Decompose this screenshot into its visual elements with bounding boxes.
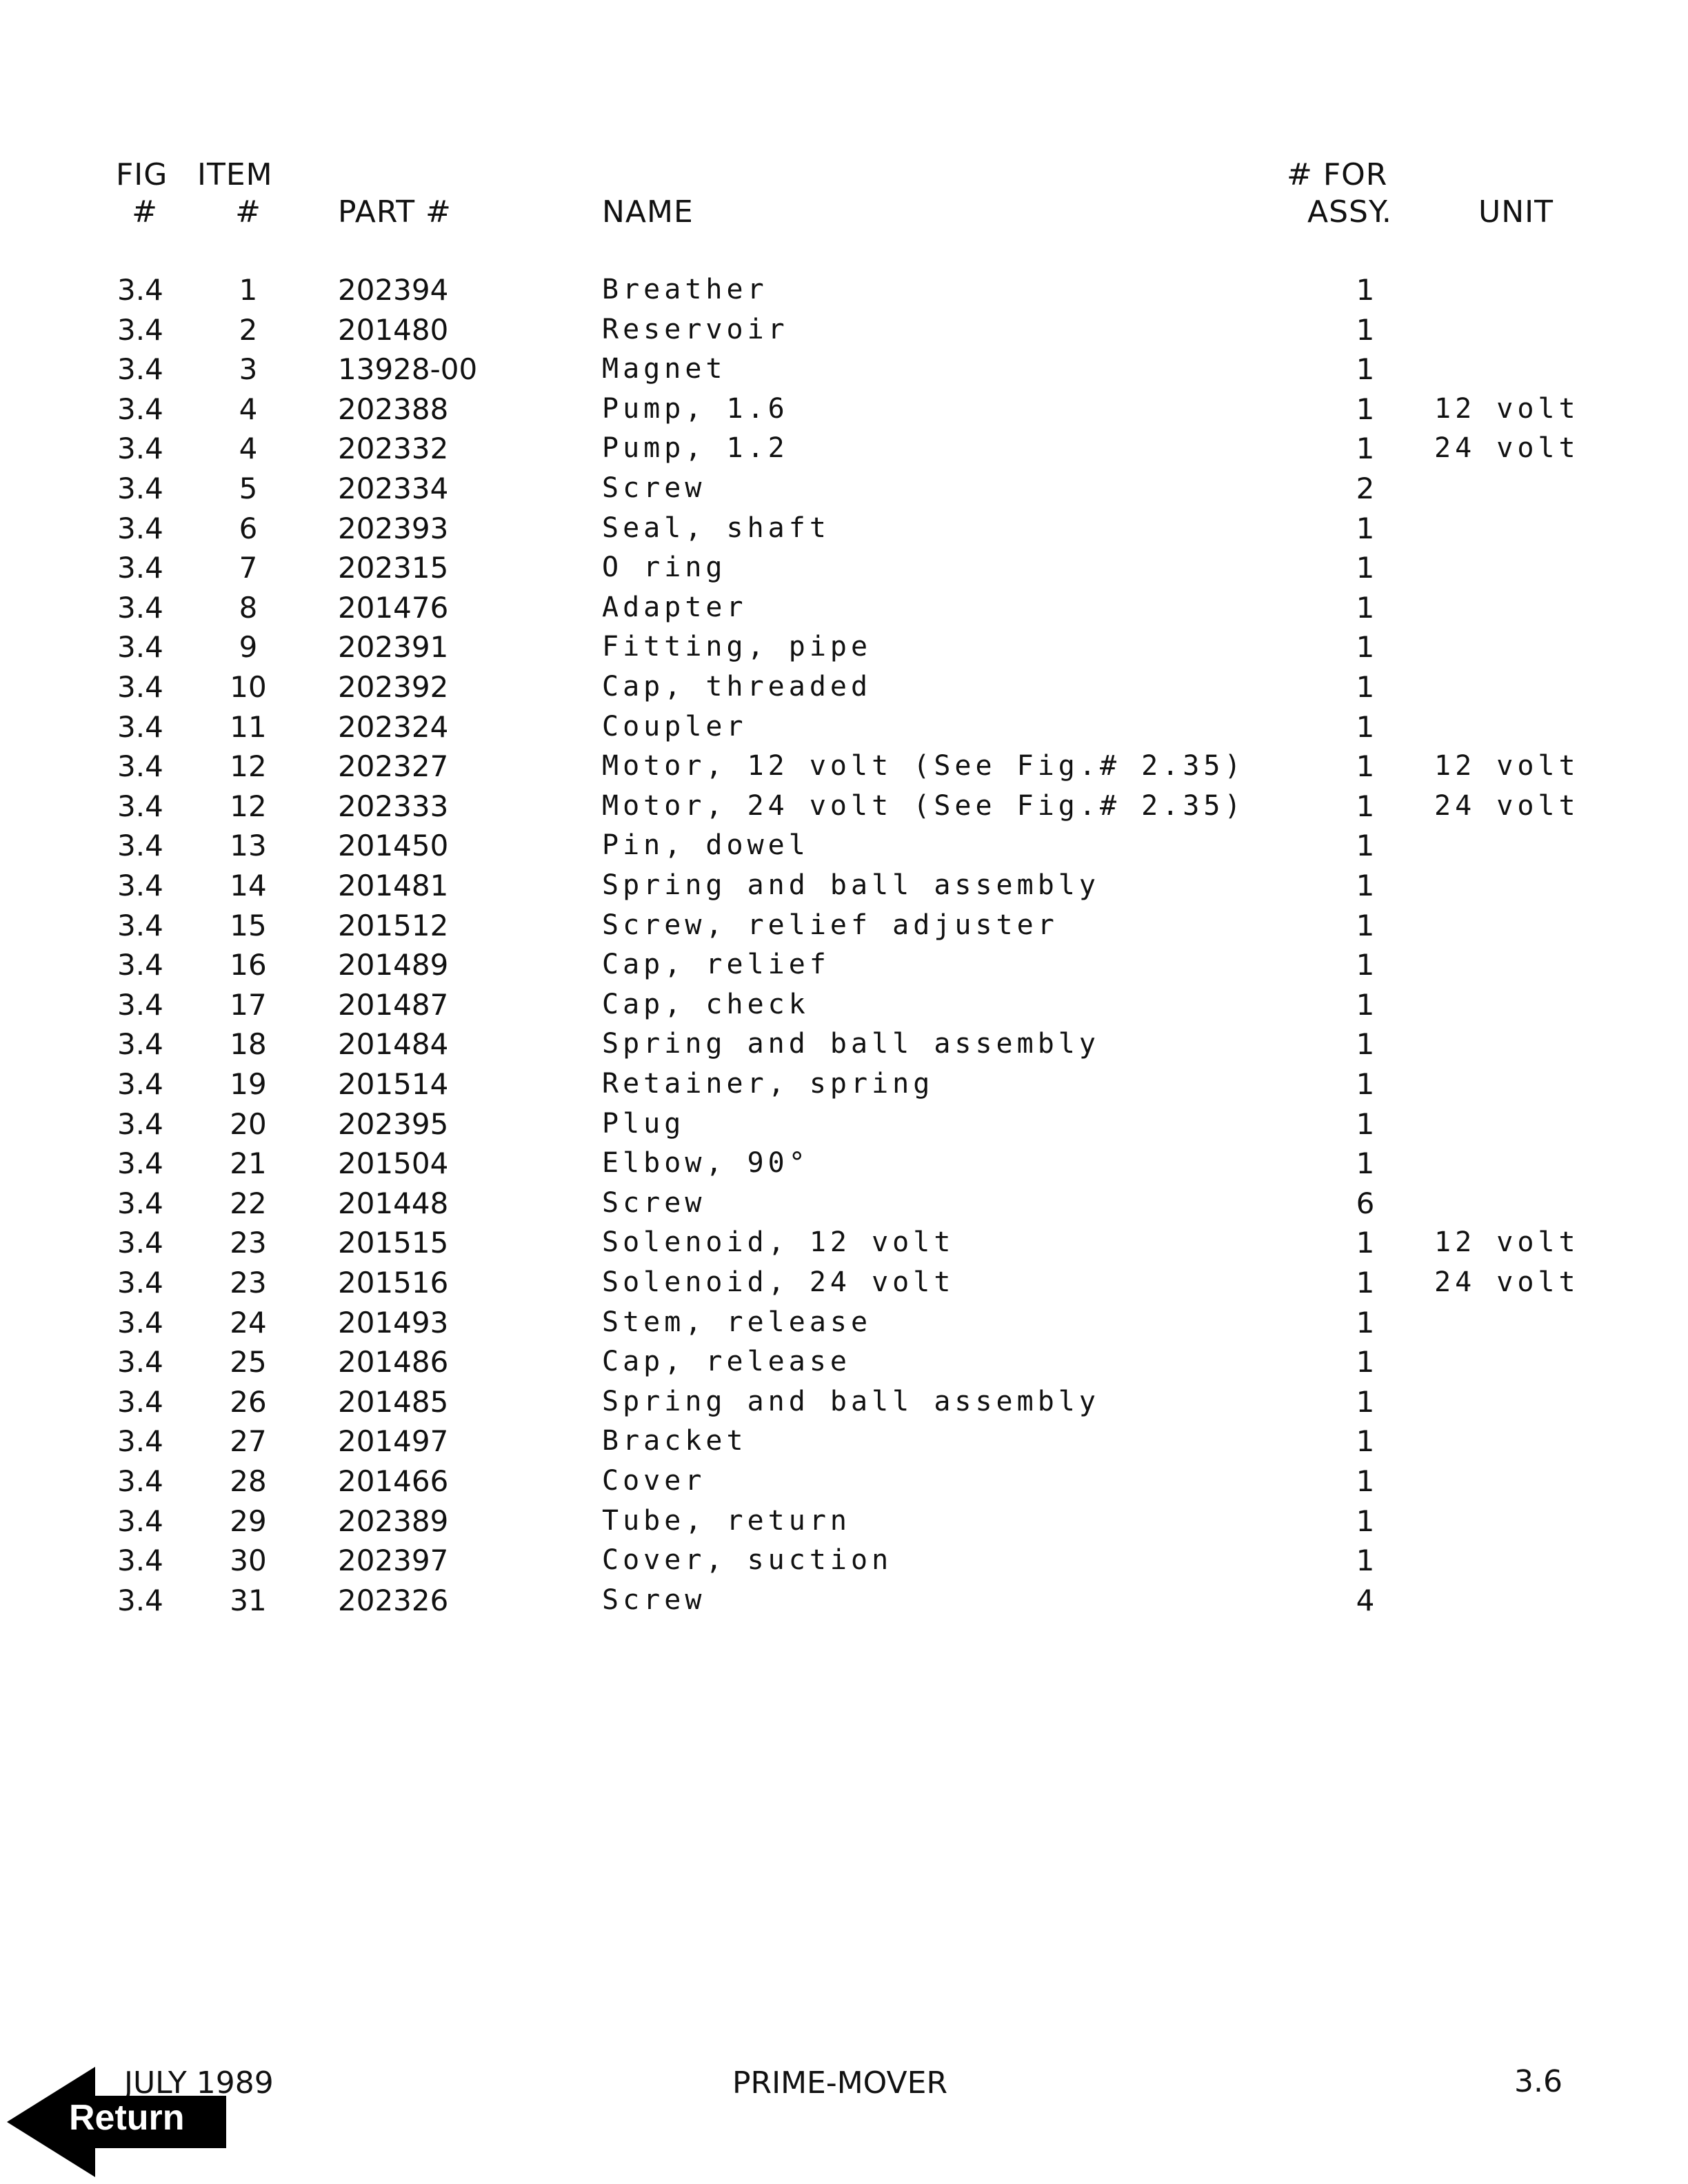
table-row	[0, 469, 1688, 508]
part-name: O ring	[602, 552, 727, 583]
quantity-for-assembly: 1	[1356, 392, 1375, 426]
header-assy-label: ASSY.	[1307, 194, 1392, 230]
table-row	[0, 548, 1688, 587]
table-row	[0, 1263, 1688, 1302]
fig-number: 3.4	[117, 1584, 163, 1617]
item-number: 2	[239, 313, 258, 347]
part-name: Cover, suction	[602, 1544, 893, 1576]
item-number: 4	[239, 432, 258, 465]
fig-number: 3.4	[117, 948, 163, 982]
item-number: 16	[230, 948, 267, 982]
part-number: 202334	[338, 472, 449, 505]
fig-number: 3.4	[117, 1186, 163, 1220]
fig-number: 3.4	[117, 1107, 163, 1141]
table-row	[0, 1581, 1688, 1620]
quantity-for-assembly: 1	[1356, 789, 1375, 823]
part-number: 201450	[338, 829, 449, 862]
unit: 24 volt	[1434, 432, 1580, 464]
table-row	[0, 945, 1688, 984]
part-name: Cap, check	[602, 989, 810, 1020]
part-number: 202393	[338, 512, 449, 545]
unit: 12 volt	[1434, 393, 1580, 425]
fig-number: 3.4	[117, 1504, 163, 1538]
part-name: Screw	[602, 472, 706, 504]
part-name: Solenoid, 24 volt	[602, 1266, 955, 1298]
table-row	[0, 1144, 1688, 1183]
header-item-number-sign: #	[235, 194, 261, 230]
footer-date: JULY 1989	[124, 2065, 274, 2101]
quantity-for-assembly: 1	[1356, 909, 1375, 942]
part-name: Spring and ball assembly	[602, 1386, 1100, 1417]
unit: 12 volt	[1434, 750, 1580, 782]
table-row	[0, 1104, 1688, 1144]
table-row	[0, 310, 1688, 350]
quantity-for-assembly: 1	[1356, 1067, 1375, 1101]
part-number: 201489	[338, 948, 449, 982]
part-number: 201466	[338, 1464, 449, 1498]
item-number: 19	[230, 1067, 267, 1101]
part-name: Tube, return	[602, 1505, 851, 1537]
part-number: 202397	[338, 1544, 449, 1577]
quantity-for-assembly: 1	[1356, 313, 1375, 347]
fig-number: 3.4	[117, 472, 163, 505]
header-fig-label: FIG	[116, 157, 168, 192]
part-name: Motor, 24 volt (See Fig.# 2.35)	[602, 790, 1245, 822]
item-number: 7	[239, 551, 258, 585]
item-number: 30	[230, 1544, 267, 1577]
part-name: Bracket	[602, 1425, 747, 1457]
part-number: 202332	[338, 432, 449, 465]
part-number: 202326	[338, 1584, 449, 1617]
table-row	[0, 826, 1688, 865]
table-row	[0, 1541, 1688, 1580]
part-number: 202388	[338, 392, 449, 426]
return-label: Return	[69, 2098, 185, 2138]
footer-page-number: 3.6	[1514, 2064, 1563, 2099]
part-name: Retainer, spring	[602, 1068, 934, 1100]
part-name: Coupler	[602, 711, 747, 742]
part-number: 13928-00	[338, 352, 478, 386]
part-name: Elbow, 90°	[602, 1147, 810, 1179]
item-number: 25	[230, 1345, 267, 1379]
part-name: Pump, 1.6	[602, 393, 789, 425]
part-name: Cover	[602, 1465, 706, 1497]
part-name: Cap, threaded	[602, 671, 872, 702]
quantity-for-assembly: 1	[1356, 829, 1375, 862]
header-for-label: # FOR	[1287, 157, 1388, 192]
quantity-for-assembly: 1	[1356, 512, 1375, 545]
header-fig-number-sign: #	[132, 194, 158, 230]
table-row	[0, 588, 1688, 627]
quantity-for-assembly: 1	[1356, 273, 1375, 307]
table-row	[0, 787, 1688, 826]
fig-number: 3.4	[117, 829, 163, 862]
item-number: 11	[230, 710, 267, 744]
quantity-for-assembly: 1	[1356, 1027, 1375, 1061]
quantity-for-assembly: 1	[1356, 948, 1375, 982]
quantity-for-assembly: 1	[1356, 1544, 1375, 1577]
quantity-for-assembly: 6	[1356, 1186, 1375, 1220]
part-name: Adapter	[602, 592, 747, 623]
part-number: 202395	[338, 1107, 449, 1141]
fig-number: 3.4	[117, 313, 163, 347]
quantity-for-assembly: 1	[1356, 869, 1375, 902]
item-number: 22	[230, 1186, 267, 1220]
fig-number: 3.4	[117, 1306, 163, 1339]
header-part-number: PART #	[338, 194, 452, 230]
table-row	[0, 866, 1688, 905]
part-number: 201512	[338, 909, 449, 942]
quantity-for-assembly: 2	[1356, 472, 1375, 505]
part-name: Spring and ball assembly	[602, 1028, 1100, 1060]
part-name: Screw	[602, 1187, 706, 1219]
item-number: 20	[230, 1107, 267, 1141]
item-number: 23	[230, 1266, 267, 1300]
item-number: 13	[230, 829, 267, 862]
part-number: 201516	[338, 1266, 449, 1300]
quantity-for-assembly: 1	[1356, 1107, 1375, 1141]
item-number: 29	[230, 1504, 267, 1538]
item-number: 14	[230, 869, 267, 902]
unit: 12 volt	[1434, 1226, 1580, 1258]
part-number: 201515	[338, 1226, 449, 1260]
quantity-for-assembly: 1	[1356, 1266, 1375, 1300]
quantity-for-assembly: 1	[1356, 749, 1375, 783]
item-number: 12	[230, 749, 267, 783]
fig-number: 3.4	[117, 670, 163, 704]
quantity-for-assembly: 1	[1356, 1464, 1375, 1498]
fig-number: 3.4	[117, 909, 163, 942]
fig-number: 3.4	[117, 1424, 163, 1458]
header-name: NAME	[602, 194, 694, 230]
quantity-for-assembly: 1	[1356, 630, 1375, 664]
item-number: 24	[230, 1306, 267, 1339]
fig-number: 3.4	[117, 1544, 163, 1577]
item-number: 28	[230, 1464, 267, 1498]
fig-number: 3.4	[117, 1385, 163, 1419]
table-row	[0, 1342, 1688, 1382]
part-number: 202324	[338, 710, 449, 744]
part-number: 202391	[338, 630, 449, 664]
fig-number: 3.4	[117, 988, 163, 1022]
part-number: 201476	[338, 591, 449, 625]
header-unit: UNIT	[1478, 194, 1554, 230]
table-row	[0, 350, 1688, 389]
quantity-for-assembly: 1	[1356, 988, 1375, 1022]
fig-number: 3.4	[117, 432, 163, 465]
item-number: 1	[239, 273, 258, 307]
part-number: 201486	[338, 1345, 449, 1379]
part-name: Fitting, pipe	[602, 631, 872, 663]
fig-number: 3.4	[117, 1146, 163, 1180]
part-number: 201504	[338, 1146, 449, 1180]
fig-number: 3.4	[117, 551, 163, 585]
item-number: 5	[239, 472, 258, 505]
fig-number: 3.4	[117, 1067, 163, 1101]
part-number: 201448	[338, 1186, 449, 1220]
quantity-for-assembly: 1	[1356, 710, 1375, 744]
item-number: 4	[239, 392, 258, 426]
item-number: 18	[230, 1027, 267, 1061]
item-number: 6	[239, 512, 258, 545]
part-number: 201487	[338, 988, 449, 1022]
fig-number: 3.4	[117, 273, 163, 307]
fig-number: 3.4	[117, 1345, 163, 1379]
part-name: Plug	[602, 1108, 685, 1140]
item-number: 27	[230, 1424, 267, 1458]
table-row	[0, 429, 1688, 468]
fig-number: 3.4	[117, 749, 163, 783]
item-number: 9	[239, 630, 258, 664]
part-number: 201497	[338, 1424, 449, 1458]
fig-number: 3.4	[117, 392, 163, 426]
table-row	[0, 1303, 1688, 1342]
table-row	[0, 1502, 1688, 1541]
fig-number: 3.4	[117, 1027, 163, 1061]
part-number: 201481	[338, 869, 449, 902]
quantity-for-assembly: 4	[1356, 1584, 1375, 1617]
part-name: Seal, shaft	[602, 512, 830, 544]
part-number: 201480	[338, 313, 449, 347]
quantity-for-assembly: 1	[1356, 1146, 1375, 1180]
fig-number: 3.4	[117, 512, 163, 545]
part-name: Spring and ball assembly	[602, 869, 1100, 901]
table-row	[0, 667, 1688, 707]
item-number: 15	[230, 909, 267, 942]
part-number: 201514	[338, 1067, 449, 1101]
table-row	[0, 390, 1688, 429]
item-number: 12	[230, 789, 267, 823]
part-name: Cap, release	[602, 1346, 851, 1377]
table-row	[0, 1382, 1688, 1422]
return-button[interactable]	[7, 2067, 228, 2177]
quantity-for-assembly: 1	[1356, 1385, 1375, 1419]
item-number: 31	[230, 1584, 267, 1617]
fig-number: 3.4	[117, 591, 163, 625]
quantity-for-assembly: 1	[1356, 1306, 1375, 1339]
part-name: Magnet	[602, 353, 727, 385]
part-number: 201484	[338, 1027, 449, 1061]
footer-title: PRIME-MOVER	[732, 2065, 948, 2101]
quantity-for-assembly: 1	[1356, 551, 1375, 585]
part-name: Screw, relief adjuster	[602, 909, 1058, 941]
table-row	[0, 1462, 1688, 1501]
table-row	[0, 707, 1688, 747]
part-number: 202315	[338, 551, 449, 585]
part-number: 202394	[338, 273, 449, 307]
quantity-for-assembly: 1	[1356, 1345, 1375, 1379]
part-name: Stem, release	[602, 1306, 872, 1338]
table-row	[0, 906, 1688, 945]
part-number: 201485	[338, 1385, 449, 1419]
table-row	[0, 1184, 1688, 1223]
table-row	[0, 1064, 1688, 1104]
table-row	[0, 985, 1688, 1024]
item-number: 21	[230, 1146, 267, 1180]
part-number: 202392	[338, 670, 449, 704]
quantity-for-assembly: 1	[1356, 1424, 1375, 1458]
part-name: Pin, dowel	[602, 829, 810, 861]
item-number: 17	[230, 988, 267, 1022]
part-name: Cap, relief	[602, 949, 830, 980]
part-name: Screw	[602, 1584, 706, 1616]
item-number: 8	[239, 591, 258, 625]
fig-number: 3.4	[117, 869, 163, 902]
part-number: 201493	[338, 1306, 449, 1339]
part-number: 202333	[338, 789, 449, 823]
item-number: 26	[230, 1385, 267, 1419]
quantity-for-assembly: 1	[1356, 1226, 1375, 1260]
unit: 24 volt	[1434, 790, 1580, 822]
quantity-for-assembly: 1	[1356, 352, 1375, 386]
table-row	[0, 1422, 1688, 1461]
table-row	[0, 627, 1688, 667]
item-number: 3	[239, 352, 258, 386]
fig-number: 3.4	[117, 630, 163, 664]
part-number: 202327	[338, 749, 449, 783]
header-item-label: ITEM	[197, 157, 273, 192]
fig-number: 3.4	[117, 710, 163, 744]
quantity-for-assembly: 1	[1356, 432, 1375, 465]
table-row	[0, 747, 1688, 786]
fig-number: 3.4	[117, 352, 163, 386]
fig-number: 3.4	[117, 1464, 163, 1498]
part-name: Reservoir	[602, 314, 789, 345]
item-number: 10	[230, 670, 267, 704]
fig-number: 3.4	[117, 1226, 163, 1260]
quantity-for-assembly: 1	[1356, 591, 1375, 625]
table-row	[0, 270, 1688, 310]
quantity-for-assembly: 1	[1356, 1504, 1375, 1538]
table-row	[0, 1024, 1688, 1064]
part-number: 202389	[338, 1504, 449, 1538]
fig-number: 3.4	[117, 1266, 163, 1300]
part-name: Breather	[602, 274, 768, 305]
part-name: Solenoid, 12 volt	[602, 1226, 955, 1258]
quantity-for-assembly: 1	[1356, 670, 1375, 704]
part-name: Pump, 1.2	[602, 432, 789, 464]
table-row	[0, 509, 1688, 548]
fig-number: 3.4	[117, 789, 163, 823]
table-row	[0, 1223, 1688, 1262]
item-number: 23	[230, 1226, 267, 1260]
unit: 24 volt	[1434, 1266, 1580, 1298]
part-name: Motor, 12 volt (See Fig.# 2.35)	[602, 750, 1245, 782]
